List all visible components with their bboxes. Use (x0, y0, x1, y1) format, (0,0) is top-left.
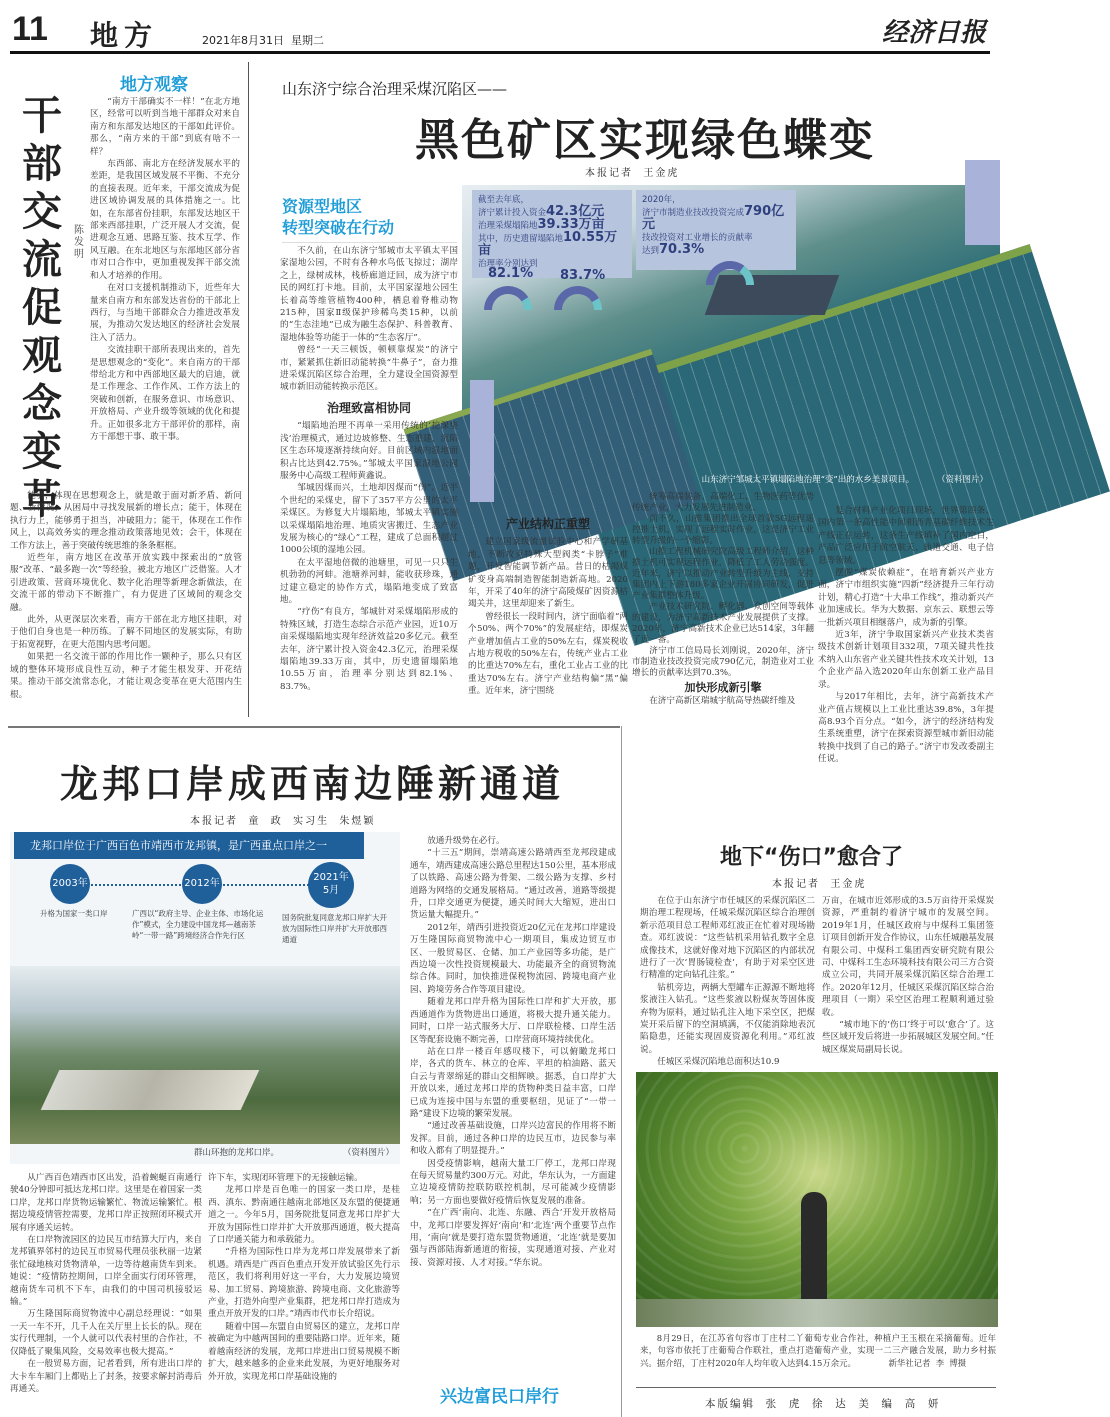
paragraph: “疗伤”有良方，邹城针对采煤塌陷形成的特殊区域，打造生态综合示范产业园，近10万亩采煤塌陷地实现年经济效益20多亿元。截至去年，济宁累计投入资金42.3亿元，治理采煤塌陷地39.33万亩，其中，历史遗留塌陷地10.55万亩，治理率分别达到82.1%、83.7%。 (280, 607, 458, 692)
caption-text: 8月29日，在江苏省句容市丁庄村二丫葡萄专业合作社，种植户王玉根在采摘葡萄。近年来，句容市依托丁庄葡萄合作联社，重点打造葡萄产业，实现一二三产融合发展，助力乡村振兴。据介绍，丁庄村2020年人均年收入达到4.15万余元。 新华社记者 李 博摄 (640, 1333, 996, 1368)
mine-col-4 (818, 505, 994, 765)
port-buildings (41, 1070, 260, 1110)
vineyard-caption (640, 1332, 996, 1372)
photo-caption (702, 473, 988, 485)
paragraph: 在济宁高新区瑞城宇航高导热碳纤维及 (649, 696, 796, 706)
underground-col-1 (640, 895, 815, 1067)
gauge-arc (595, 300, 598, 310)
paragraph: 曾经很长一段时间内，济宁面临着“两个50%、两个70%”的发展症结，即煤炭产业增加值占工业的50%左右，煤炭税收占地方税收的50%左右，传统产业占工业的比重达70%左右，重化工业占工业的比重达70%左右。济宁产业结构偏“黑”偏重。近年来，济宁围绕 (468, 611, 628, 697)
longbang-bottom-col-2 (208, 1172, 400, 1417)
paragraph: 因受疫情影响，越南大量工厂停工，龙邦口岸现在每天贸易量约300万元。对此，华东认为，一方面建立边境疫情防控联防联控机制，尽可能减少疫情影响；另一方面也要做好疫情后恢复发展的准备。 (410, 1158, 616, 1206)
subheading: 加快形成新引擎 (684, 681, 762, 694)
gauge-arc (710, 265, 742, 285)
deco-block (965, 160, 1000, 245)
paragraph: 许下车，实现闭环管理下的无接触运输。 (208, 1173, 363, 1183)
column-body-top (90, 96, 240, 488)
paragraph: 2012年，靖西引进投资近20亿元在龙邦口岸建设万生隆国际商贸物流中心一期项目，集成边贸互市区、一般贸易区、仓储、加工产业园等多功能，是广西边境一次性投资规模最大、功能最齐全的商贸物流综合体。同时，加快推进保税物流园、跨境电商产业园、跨境劳务合作等项目建设。 (410, 922, 616, 995)
mine-col-3 (632, 492, 814, 724)
stat-line: 治理采煤塌陷地39.33万亩 (478, 217, 605, 232)
paragraph: “南方干部确实不一样！”在北方地区，经常可以听到当地干部群众对来自南方和东部发达地区的干部如此评价。那么，“南方来的干部”到底有啥不一样？ (90, 97, 240, 157)
caption-credit: （资料图片） (936, 475, 988, 485)
headline-longbang: 龙邦口岸成西南边陲新通道 (60, 761, 565, 806)
rate-gauges (478, 280, 628, 314)
stat-line: 治理率分别达到 (478, 259, 538, 269)
gauge-70 (710, 265, 750, 285)
stat-line: 其中，历史遗留塌陷地10.55万亩 (478, 230, 618, 258)
vineyard-photo (636, 1072, 998, 1327)
photo-caption (14, 1146, 394, 1158)
paragraph: 近3年，济宁争取国家新兴产业技术类省级技术创新计划项目332项，7项关键共性技术纳入山东省产业关键共性技术攻关计划，13个企业产品入选2020年山东创新工业产品目录。 (818, 630, 994, 690)
section-divider (621, 726, 622, 1417)
issue-date: 2021年8月31日 星期二 (202, 34, 324, 47)
paragraph: 东西部、南北方在经济发展水平的差距，是我国区域发展不平衡、不充分的直接表现。近年来，干部交流成为促进区域协调发展的具体措施之一。比如，在东部省份挂职，东部发达地区干部来西部挂职，广泛开展人才交流，促进观念互通、思路互鉴、技术互学、作风互融。在东北地区与东部地区部分省市对口合作中，更加重视发挥干部交流和人才培养的作用。 (90, 159, 240, 281)
paragraph: “在广西‘南向、北连、东融、西合’开发开放格局中，龙邦口岸要发挥好‘南向’和‘北连’两个重要节点作用，‘南向’就是要打造东盟货物通道，‘北连’就是要加强与西部陆海新通道的衔接，实现通道对接、产业对接、资源对接、人才对接。”华东说。 (410, 1208, 616, 1268)
gauge-arc (488, 290, 525, 310)
mine-col-2 (468, 510, 628, 715)
paragraph: 在位于山东济宁市任城区的采煤沉陷区二期治理工程现场，任城采煤沉陷区综合治理创新示范项目总工程师邓红波正在忙着对现场勘查。邓红波说：“这些钻机采用钻孔数字全息成像技术，这就好像对地下沉陷区的内部状况进行了一次‘胃肠镜检查’，有助于对采空区进行精准的定向钻孔注浆。” (640, 896, 815, 981)
underground-col-2 (822, 895, 994, 1067)
mine-col-1 (280, 245, 458, 715)
paragraph: 放通升级势在必行。 (427, 836, 505, 846)
paragraph: 从广西百色靖西市区出发，沿着蜿蜒百南通行驶40分钟即可抵达龙邦口岸。这里是在着国家一类口岸，龙邦口岸货物运输繁忙、物流运输繁忙。根据边境疫情管控需要，龙邦口岸正按照闭环模式开展有序通关运转。 (10, 1173, 202, 1233)
subheading: 治理致富相协同 (326, 400, 411, 415)
paragraph: 曾经“一天三顿饭，顿顿靠煤炭”的济宁市，紧紧抓住新旧动能转换“牛鼻子”，奋力推进采煤沉陷区综合治理，全力建设全国资源型城市新旧动能转换示范区。 (280, 345, 458, 393)
section-rule (8, 726, 620, 728)
caption-credit: 新华社记者 李 博摄 (888, 1357, 967, 1368)
byline: 本报记者 王金虎 (772, 879, 867, 890)
gauge-82 (488, 290, 528, 310)
gauge-83 (558, 290, 598, 310)
stat-line: 2020年， (642, 195, 681, 205)
subheading: 产业结构正重塑 (505, 517, 590, 531)
paragraph: “十三五”期间，崇靖高速公路靖西至龙邦段建成通车，靖西建成高速公路总里程达150公里，基本形成了以铁路、高速公路为骨架、二级公路为支撑、乡村道路为网络的交通发展格局。“通过改善，道路等级提升，口岸交通更为便捷，通关时间大大缩短，进出口货运量大幅提升。” (410, 848, 616, 921)
series-title-line: 转型突破在行动 (282, 218, 395, 237)
paragraph: 在对口支援机制推动下，近些年大量来自南方和东部发达省份的干部北上西行，与当地干部群众合力推进改革发展，为推动欠发达地区的经济社会发展注入了活力。 (90, 283, 240, 343)
gauge-arc (525, 299, 528, 310)
byline: 本报记者 王金虎 (585, 168, 680, 179)
timeline-2021 (282, 862, 390, 945)
series-label: 兴边富民口岸行 (440, 1387, 559, 1407)
stats-box-reclamation (472, 190, 632, 278)
column-author: 陈发明 (74, 225, 84, 260)
paragraph: 交流挂职干部所表现出来的，首先是思想观念的“变化”。来自南方的干部带给北方和中西部地区最大的启迪，就是工作理念、工作作风、工作方法上的突破和创新，在服务意识、市场意识、开放格局、产业升级等领域的优化和提升。正如很多北方干部评价的那样，南方干部想干事、敢干事。 (90, 345, 240, 442)
masthead (10, 10, 990, 54)
stat-line: 截至去年底， (478, 195, 530, 205)
paragraph: 邹城因煤而兴，土地却因煤而“伤”。近半个世纪的采煤史，留下了357平方公里的太平采煤区。为修复大片塌陷地，邹城太平镇实施以采煤塌陷地治理、地质灾害搬迁、生态产业发展为核心的“绿心”工程，建成了总面积超过1000公顷的湿地公园。 (280, 483, 458, 556)
paragraph: 产业技术研究院、孵化器、众创空间等载体的建设，为济宁高新技术产业发展提供了支撑。2020年，济宁高新技术企业已达514家，3年翻了近一番。 (632, 602, 814, 645)
newspaper-logo: 经济日报 (881, 18, 986, 48)
stat-line: 技改投资对工业增长的贡献率 (642, 233, 753, 243)
page-editors: 本版编辑 张 虎 徐 达 美 编 高 妍 (705, 1398, 941, 1410)
column-title: 干部交流促观念变革 (22, 93, 62, 523)
byline: 本报记者 童 政 实习生 朱煜颖 (190, 816, 376, 827)
paragraph: 站在口岸一楼百年感叹楼下，可以俯瞰龙邦口岸，各式的货车、林立的仓库、平坦的柏油路、蓝天白云与青翠绵延的群山交相辉映。据悉，自口岸扩大开放以来，通过龙邦口岸的货物种类日益丰富，口岸已成为连接中国与东盟的重要枢纽，见证了“一带一路”建设下边境的繁荣发展。 (410, 1046, 616, 1119)
series-title-line: 资源型地区 (282, 197, 363, 216)
paragraph: 在口岸物流园区的边民互市结算大厅内，来自龙邦镇界邻村的边民互市贸易代理员张秋丽一边紧张忙碌地核对货物清单，一边等待越南货车到来。她说：“疫情防控期间，口岸全面实行闭环管理，越南货车司机不下车，由我们的中国司机接驳运输。” (10, 1235, 202, 1308)
timeline-text: 升格为国家一类口岸 (40, 909, 108, 918)
paragraph: 前不久，山推集团推出全球首款5G远程遥控推土机，实现了远程实时作业，这是济宁工业转型升级的一个缩影。 (632, 514, 814, 546)
paragraph: 龙邦口岸是百色唯一的国家一类口岸，是桂西、滇东、黔南通往越南北部地区及东盟的便捷通道之一。今年5月，国务院批复同意龙邦口岸扩大开放为国际性口岸并扩大开放那西通道，极大提高了口岸通关能力和承载能力。 (208, 1185, 400, 1246)
paragraph: “塌陷地治理不再单一采用传统的‘挖深垫浅’治理模式，通过边坡修整、生态重建，沉陷区生态环境逐渐持续向好。目前区域内湿地面积占比达到42.75%。”邹城太平国家湿地公园服务中心高级工程师黄鑫说。 (280, 421, 458, 481)
paragraph: 钻机旁边，两辆大型罐车正源源不断地将浆液注入钻孔。“这些浆液以粉煤灰等固体废弃物为原料，通过钻孔注入地下采空区，把煤炭开采后留下的空洞填满，不仅能消除地表沉陷隐患，还能实现固废资源化利用。”邓红波说。 (640, 982, 815, 1055)
page-number: 11 (12, 10, 48, 48)
paragraph: 复合材料产业化项目现场，世界第四条、国内第一条高性能中间相沥青基碳纤维技术生产线正在运转，这条生产线填补了国内空白，产品广泛应用于航空航天、轨道交通、电子信息等领域。 (818, 506, 994, 566)
info-banner: 龙邦口岸位于广西百色市靖西市龙邦镇，是广西重点口岸之一 (14, 832, 364, 859)
headline-underground: 地下“伤口”愈合了 (720, 845, 903, 870)
caption-text: 群山环抱的龙邦口岸。 (194, 1148, 280, 1158)
paragraph: 能够，体现在思想观念上，就是敢于面对新矛盾、新问题、新情况，从困局中寻找发展新的增长点；能干，体现在执行力上，能够勇于担当，冲破阻力；能干，体现在工作作风上，以高效务实的理念推动政策落地见效；会干，体现在工作方法上，善于突破传统思维的条条框框。 (10, 491, 242, 551)
timeline-2003 (40, 864, 140, 919)
column-label: 地方观察 (120, 75, 188, 95)
paragraph: 随着中国—东盟自由贸易区的建立，龙邦口岸被确定为中越两国间的重要陆路口岸。近年来，随着越南经济的发展，龙邦口岸进出口贸易规模不断扩大，越来越多的企业来此发展，为更好地服务对外开放，实现龙邦口岸基础设施的 (208, 1321, 400, 1382)
timeline-year: 2003年 (50, 864, 90, 904)
paragraph: 山推工程机械研究院高级工程师介绍，这种推土机可实现远程作业，降低了工人劳动强度。近年来，济宁以推动产业转型升级为主线，支持集团内上下游180多家企业开展协同研发，促进产业集群整体升级。 (632, 547, 814, 601)
stat-line: 济宁累计投入资金42.3亿元 (478, 204, 605, 219)
longbang-bottom-col-1 (10, 1172, 202, 1417)
paragraph: “通过改善基础设施，口岸兴边富民的作用将不断发挥。目前，通过各种口岸的边民互市，边民参与率和收入都有了明显提升。” (410, 1121, 616, 1157)
kicker: 山东济宁综合治理采煤沉陷区—— (282, 80, 508, 98)
caption-text: 山东济宁邹城太平镇塌陷地治理“变”出的水乡美景项目。 (701, 475, 915, 485)
deco-block (470, 380, 494, 502)
section-name: 地方 (90, 19, 159, 52)
series-title (282, 196, 457, 243)
paragraph: 摆脱“煤炭依赖症”，在培育新兴产业方面，济宁市组织实施“四新”经济提升三年行动计划，精心打造“十大串工作线”，推动新兴产业加速成长。华为大数据、京东云、联想云等一批新兴项目相继落户，成为新的引擎。 (818, 568, 994, 628)
paragraph: 万生隆国际商贸物流中心副总经理说：“如果一天一车不开，几千人在关厅里上长长的队。现在实行代理制，一个人就可以代表村里的合作社，不仅降低了聚集风险，交易效率也极大提高。” (10, 1309, 202, 1357)
paragraph: 随着龙邦口岸升格为国际性口岸和扩大开放，那西通道作为货物进出口通道，将极大提升通关能力。同时，口岸一站式服务大厅、口岸联检楼、口岸生活区等配套设施不断完善，口岸营商环境持续优化。 (410, 997, 616, 1045)
longbang-infographic (10, 832, 400, 1164)
paragraph: 如果把一名交流干部的作用比作一颗种子，那么只有区域的整体环境形成良性互动，种子才能生根发芽、开花结果。推动干部交流常态化，才能让观念变革在更大范围内生根。 (10, 652, 242, 700)
paragraph: 与2017年相比，去年，济宁高新技术产业产值占规模以上工业比重达39.8%，3年提高8.93个百分点。“如今，济宁的经济结构发生系统重塑，济宁在探索资源型城市新旧动能转换中找到了自己的路子。”济宁市发改委副主任说。 (818, 692, 994, 765)
paragraph: 万亩，在城市近郊形成的3.5万亩待开采煤炭资源，严重制约着济宁城市的发展空间。2019年1月，任城区政府与中煤科工集团签订项目创新开发合作协议，山东任城融基发展有限公司、中煤科工集团西安研究院有限公司、中煤科工生态环境科技有限公司三方合资成立公司，共同开展采煤沉陷区综合治理工作。2020年12月，任城区采煤沉陷区综合治理项目（一期）采空区治理工程顺利通过验收。 (822, 896, 994, 1018)
gauge-arc (558, 290, 595, 310)
timeline-text: 广西以“政府主导、企业主体、市场化运作”模式，全力建设中国龙邦—越南茶岭“一带一路”跨境经济合作先行区 (132, 909, 264, 940)
timeline-year: 2012年 (182, 864, 222, 904)
stat-line: 达到70.3% (642, 242, 705, 257)
paragraph: “升格为国际性口岸为龙邦口岸发展带来了新机遇。靖西是广西百色重点开发开放试验区先行示范区，我们将利用好这一平台，大力发展边境贸易、加工贸易、跨境旅游、跨境电商、文化旅游等产业，打造外向型产业集群，把龙邦口岸打造成为重点开放开发的口岸。”靖西市代市长介绍说。 (208, 1247, 400, 1320)
timeline-2012 (132, 864, 274, 941)
column-divider (248, 62, 249, 717)
timeline-text: 国务院批复同意龙邦口岸扩大开放为国际性口岸并扩大开放那西通道 (282, 913, 387, 944)
headline-mine: 黑色矿区实现绿色蝶变 (415, 115, 875, 166)
paragraph: 建立国家级流量试验中心和产学研基地，不断攻克特殊大型阀类“卡脖子”难题，开发智能调节新产品。昔日的枯竭煤矿变身高端制造智能制造新高地。2020年，开采了40年的济宁高陵煤矿因资源枯竭关井，这里却迎来了新生。 (468, 537, 628, 610)
stat-line: 济宁市制造业技改投资完成790亿元 (642, 204, 785, 232)
paragraph: “城市地下的‘伤口’终于可以‘愈合’了。这些区域开发后将进一步拓展城区发展空间。”任城区煤炭局副局长说。 (822, 1020, 994, 1055)
longbang-right-col (410, 835, 616, 1380)
paragraph: 统筹高端装备、高端化工、生物医药等优势传统产业，大力发展先进制造业。 (632, 492, 814, 513)
footer-rule (636, 1387, 996, 1388)
timeline-year: 2021年5月 (308, 862, 354, 908)
rate-83-label: 83.7% (560, 268, 606, 283)
paragraph: 任城区采煤沉陷地总面积达10.9 (657, 1057, 780, 1068)
caption-credit: （资料图片） (342, 1148, 394, 1158)
column-body-bottom (10, 490, 242, 715)
paragraph: 近些年，南方地区在改革开放实践中探索出的“放管服”改革、“最多跑一次”等经验，被北方地区广泛借鉴。人才引进政策、营商环境优化、数字化治理等新理念新做法，在交流干部的带动下不断推广，有力促进了区域间的观念交融。 (10, 553, 242, 613)
mountain-photo (10, 966, 400, 1144)
gauge-arc (742, 269, 750, 285)
paragraph: 在太平湿地倍微的池塘里，可见一只只生机勃勃的河蚌。池塘养河蚌，能收获珍珠，通过建立稳定的协作方式，塌陷地变成了致富地。 (280, 557, 458, 605)
paragraph: 不久前，在山东济宁邹城市太平镇太平国家湿地公园，不时有各种水鸟低飞掠过；湖岸之上，绿树成林，栈桥廊道迂回，成为济宁市民的网红打卡地。目前，太平国家湿地公园生长着高等维管植物400种，栖息着脊椎动物215种，国家Ⅱ级保护珍稀鸟类15种，以前的“生态洼地”已成为融生态保护、科普教育、湿地体验等功能于一体的“生态客厅”。 (280, 246, 458, 343)
paragraph: 济宁市工信局局长刘刚说，2020年，济宁市制造业技改投资完成790亿元，制造业对工业增长的贡献率达到70.3%。 (632, 646, 814, 678)
ground-path (636, 1299, 998, 1327)
rate-82-label: 82.1% (488, 266, 534, 281)
paragraph: 此外，从更深层次来看，南方干部在北方地区挂职，对于他们自身也是一种历练。了解不同地区的发展实际，有助于拓宽视野，在更大范围内思考问题。 (10, 615, 242, 650)
contribution-gauge (700, 255, 760, 289)
paragraph: 在一般贸易方面，记者看到，所有进出口岸的大卡车车厢门上都贴上了封条，按要求解封消毒后再通关。 (10, 1359, 202, 1394)
